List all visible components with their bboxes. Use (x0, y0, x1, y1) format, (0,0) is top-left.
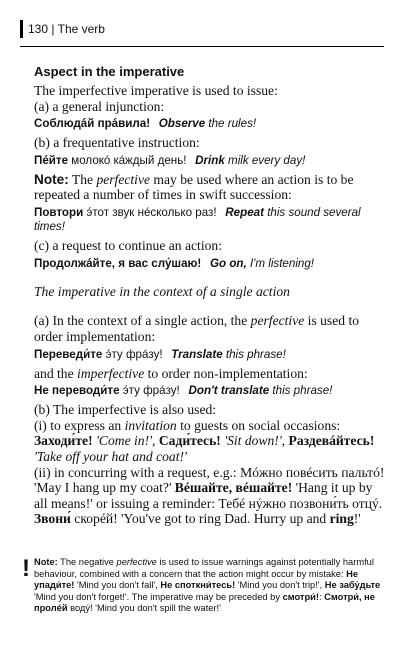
warning-note-text: Note: The negative perfective is used to issue warnings against potentially harmful behaviour, combined with a concern that the action might occur by mistake: Не упади́те! 'Mind you don't fall', Не споткни́тесь! 'Mind you don't trip!', Не забу́дьте 'Mind you don't forget!'. The imperative may be preceded by смотри́!: Смотри́, не пролéй водý! 'Mind you don't spill the water!' (34, 557, 381, 613)
header-rule (20, 46, 384, 47)
section-heading: Aspect in the imperative (34, 64, 185, 79)
example-b: Пéйте молокó кáждый день! Drink milk every day! (34, 153, 306, 167)
warning-note (22, 557, 384, 615)
exclamation-icon: ! (22, 555, 30, 582)
running-header: 130 | The verb (20, 20, 105, 38)
concurring-text: (ii) in concurring with a request, e.g.: Мóжно повéсить пальтó! 'May I hang up my coat?' Вéшайте, вéшайте! 'Hang it up by all means!' or issuing a reminder: Тебé нýжно позвони́ть отцý. Звони́ скорéй! 'You've got to ring Dad. Hurry up and ring!' (34, 464, 385, 527)
item-c-label: (c) a request to continue an action: (34, 237, 222, 253)
invitation-text: (i) to express an invitation to guests on social occasions: Заходи́те! 'Come in!', Сади́тесь! 'Sit down!', Раздевáйтесь! 'Take off your hat and coat!' (34, 417, 375, 464)
intro-text: The imperfective imperative is used to issue: (34, 83, 278, 98)
section-title: The verb (57, 22, 105, 36)
item-b-label: (b) a frequentative instruction: (34, 135, 200, 151)
main-text (34, 64, 386, 527)
example-repeat: Повтори э́тот звук нéсколько раз! Repeat this sound several times! (34, 205, 361, 233)
item-a-label: (a) a general injunction: (34, 98, 165, 114)
note-perfective: Note: The perfective may be used where an action is to be repeated a number of times in swift succession: (34, 171, 354, 203)
example-a: Соблюдáй прáвила! Observe the rules! (34, 117, 257, 131)
and-imperfective: and the imperfective to order non-implementation: (34, 365, 308, 381)
subheading-single-action: The imperative in the context of a single action (34, 284, 290, 300)
example-translate: Переведи́те э́ту фрáзу! Translate this phrase! (34, 347, 286, 361)
single-action-a: (a) In the context of a single action, the perfective is used to order implementation: (34, 313, 360, 344)
example-c: Продолжáйте, я вас слу́шаю! Go on, I'm listening! (34, 256, 315, 270)
page-number: 130 (28, 22, 49, 36)
header-bar (20, 20, 23, 38)
example-dont-translate: Не переводи́те э́ту фрáзу! Don't translate this phrase! (34, 384, 333, 398)
item-b2-label: (b) The imperfective is also used: (34, 402, 217, 418)
